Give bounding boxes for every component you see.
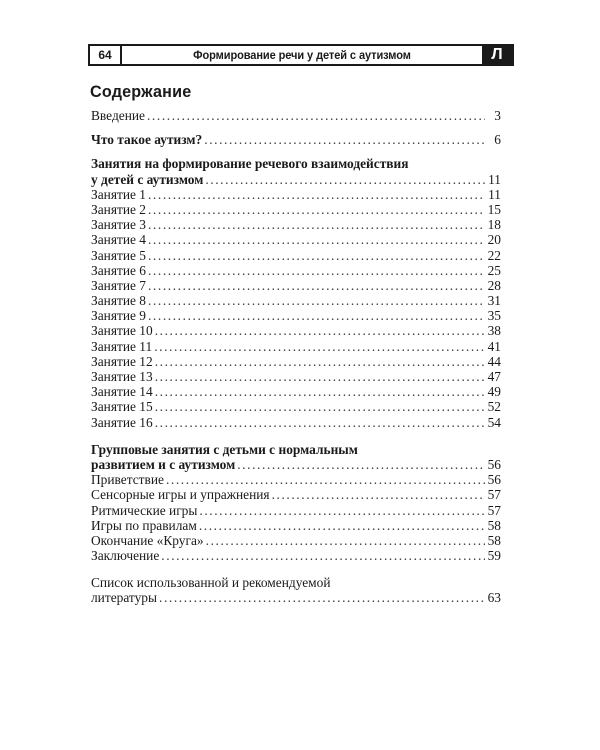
toc-entry-lesson-12[interactable] bbox=[91, 354, 501, 369]
toc-entry-page: 3 bbox=[494, 108, 501, 123]
toc-entry-page: 58 bbox=[487, 532, 501, 548]
leader-dots bbox=[148, 278, 485, 293]
toc-entry-page: 20 bbox=[487, 232, 501, 248]
brand-mark-icon: Л bbox=[482, 46, 512, 64]
leader-dots bbox=[161, 548, 485, 563]
leader-dots bbox=[205, 172, 485, 187]
leader-dots bbox=[155, 415, 485, 430]
toc-entry-lesson-8[interactable] bbox=[91, 293, 501, 308]
toc-entry-page: 47 bbox=[487, 369, 501, 384]
toc-entry-lesson-5[interactable] bbox=[91, 248, 501, 263]
toc-entry-label: Занятие 6 bbox=[91, 262, 146, 278]
toc-entry-lesson-16[interactable] bbox=[91, 415, 501, 430]
leader-dots bbox=[147, 108, 485, 123]
toc-entry-page: 25 bbox=[487, 262, 501, 278]
toc-entry-bibliography[interactable] bbox=[91, 590, 501, 605]
toc-entry-page: 31 bbox=[487, 293, 501, 309]
toc-entry-label: Занятие 12 bbox=[91, 353, 153, 369]
toc-entry-label: Занятие 15 bbox=[91, 399, 153, 415]
leader-dots bbox=[155, 323, 485, 338]
toc-entry-label: Приветствие bbox=[91, 472, 164, 488]
toc-entry-label: Занятие 10 bbox=[91, 323, 153, 339]
leader-dots bbox=[148, 293, 485, 308]
toc-entry-lesson-14[interactable] bbox=[91, 384, 501, 399]
leader-dots bbox=[148, 217, 485, 232]
toc-entry-page: 15 bbox=[487, 201, 501, 217]
toc-entry-label: Введение bbox=[91, 108, 145, 123]
toc-entry-page: 58 bbox=[487, 517, 501, 533]
toc-entry-page: 18 bbox=[487, 217, 501, 233]
leader-dots bbox=[159, 590, 485, 605]
leader-dots bbox=[199, 503, 485, 518]
toc-heading: Содержание bbox=[90, 82, 192, 101]
toc-entry-lesson-11[interactable] bbox=[91, 339, 501, 354]
toc-entry-page: 56 bbox=[487, 472, 501, 488]
toc-entry-page: 11 bbox=[488, 171, 501, 187]
toc-entry-page: 35 bbox=[487, 308, 501, 324]
toc-entry-label: Занятие 1 bbox=[91, 186, 146, 202]
toc-entry-section2[interactable] bbox=[91, 457, 501, 472]
leader-dots bbox=[148, 308, 485, 323]
bibliography-line1: Список использованной и рекомендуемой bbox=[91, 575, 331, 591]
toc-entry-label: Что такое аутизм? bbox=[91, 132, 203, 148]
leader-dots bbox=[148, 202, 485, 217]
toc-entry-label: Ритмические игры bbox=[91, 502, 198, 518]
toc-entry-lesson-2[interactable] bbox=[91, 202, 501, 217]
toc-entry-sensory-games[interactable] bbox=[91, 487, 501, 502]
toc-entry-what-is-autism[interactable] bbox=[91, 132, 501, 147]
toc-entry-label: Занятие 2 bbox=[91, 201, 146, 217]
toc-entry-label: Занятие 9 bbox=[91, 308, 146, 324]
leader-dots bbox=[206, 533, 485, 548]
toc-entry-page: 56 bbox=[487, 456, 501, 472]
toc-entry-circle-end[interactable] bbox=[91, 533, 501, 548]
toc-entry-page: 54 bbox=[487, 414, 501, 430]
section2-title-line2: развитием и с аутизмом bbox=[91, 456, 236, 472]
toc-entry-label: Занятие 16 bbox=[91, 414, 153, 430]
toc-entry-page: 44 bbox=[487, 353, 501, 369]
toc-entry-lesson-4[interactable] bbox=[91, 232, 501, 247]
leader-dots bbox=[237, 457, 485, 472]
section2-title-line1: Групповые занятия с детьми с нормальным bbox=[91, 441, 358, 457]
toc-entry-page: 49 bbox=[487, 384, 501, 400]
leader-dots bbox=[204, 132, 485, 147]
leader-dots bbox=[155, 354, 485, 369]
leader-dots bbox=[155, 384, 485, 399]
toc-entry-label: Окончание «Круга» bbox=[91, 532, 204, 548]
leader-dots bbox=[148, 232, 485, 247]
toc-entry-lesson-10[interactable] bbox=[91, 323, 501, 338]
page-number: 64 bbox=[90, 46, 122, 64]
leader-dots bbox=[154, 339, 485, 354]
toc-entry-lesson-7[interactable] bbox=[91, 278, 501, 293]
toc-entry-label: Занятие 4 bbox=[91, 232, 146, 248]
toc-entry-section1[interactable] bbox=[91, 172, 501, 187]
running-header bbox=[88, 44, 514, 66]
leader-dots bbox=[155, 369, 485, 384]
running-title: Формирование речи у детей с аутизмом bbox=[193, 48, 411, 62]
leader-dots bbox=[166, 472, 485, 487]
leader-dots bbox=[199, 518, 485, 533]
toc-entry-intro[interactable] bbox=[91, 108, 501, 123]
toc-entry-label: Сенсорные игры и упражнения bbox=[91, 487, 270, 503]
toc-entry-page: 41 bbox=[487, 338, 501, 354]
toc-entry-lesson-1[interactable] bbox=[91, 187, 501, 202]
section1-title-line1: Занятия на формирование речевого взаимодействия bbox=[91, 156, 409, 172]
leader-dots bbox=[155, 399, 485, 414]
toc-entry-label: Занятие 5 bbox=[91, 247, 146, 263]
toc-entry-page: 6 bbox=[494, 132, 501, 148]
toc-entry-page: 52 bbox=[487, 399, 501, 415]
bibliography-line2: литературы bbox=[91, 590, 157, 606]
leader-dots bbox=[148, 263, 485, 278]
toc-entry-rule-games[interactable] bbox=[91, 518, 501, 533]
toc-entry-page: 11 bbox=[488, 186, 501, 202]
toc-entry-page: 28 bbox=[487, 277, 501, 293]
toc-entry-page: 38 bbox=[487, 323, 501, 339]
toc-entry-label: Занятие 7 bbox=[91, 277, 146, 293]
toc-entry-label: Игры по правилам bbox=[91, 517, 197, 533]
table-of-contents bbox=[91, 108, 501, 606]
toc-entry-page: 57 bbox=[487, 502, 501, 518]
toc-entry-lesson-9[interactable] bbox=[91, 308, 501, 323]
toc-entry-label: Заключение bbox=[91, 548, 160, 564]
toc-entry-label: Занятие 11 bbox=[91, 338, 153, 354]
toc-entry-lesson-15[interactable] bbox=[91, 399, 501, 414]
toc-entry-rhythmic-games[interactable] bbox=[91, 503, 501, 518]
toc-entry-conclusion[interactable] bbox=[91, 548, 501, 563]
toc-entry-greeting[interactable] bbox=[91, 472, 501, 487]
section1-title-line2: у детей с аутизмом bbox=[91, 171, 204, 187]
leader-dots bbox=[272, 487, 485, 502]
toc-entry-lesson-3[interactable] bbox=[91, 217, 501, 232]
toc-entry-page: 63 bbox=[487, 590, 501, 606]
toc-entry-label: Занятие 14 bbox=[91, 384, 153, 400]
toc-entry-label: Занятие 3 bbox=[91, 217, 146, 233]
toc-entry-label: Занятие 13 bbox=[91, 369, 153, 384]
toc-entry-page: 59 bbox=[487, 548, 501, 564]
toc-entry-page: 22 bbox=[487, 247, 501, 263]
toc-entry-lesson-13[interactable] bbox=[91, 369, 501, 384]
toc-entry-label: Занятие 8 bbox=[91, 293, 146, 309]
leader-dots bbox=[148, 248, 485, 263]
toc-entry-page: 57 bbox=[487, 487, 501, 503]
leader-dots bbox=[148, 187, 485, 202]
toc-entry-lesson-6[interactable] bbox=[91, 263, 501, 278]
